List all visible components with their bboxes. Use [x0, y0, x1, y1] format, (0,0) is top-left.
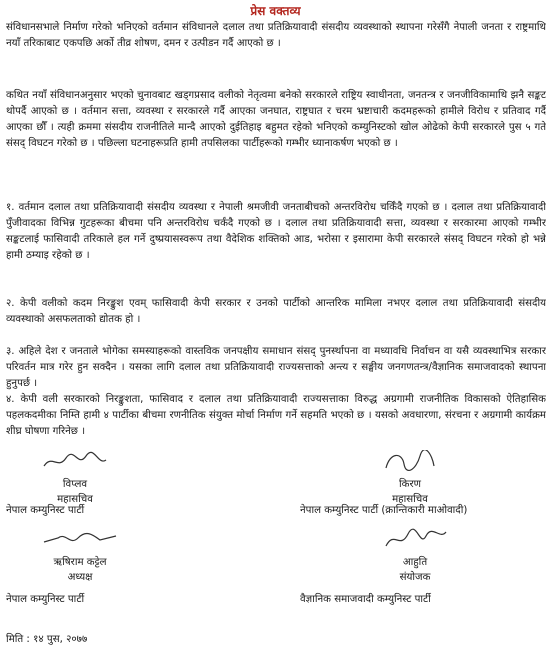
document-title: प्रेस वक्तव्य — [250, 4, 301, 18]
point-3-paragraph: ३. अहिले देश र जनताले भोगेका समस्याहरूको वास्तविक जनपक्षीय समाधान संसद् पुनर्स्थापना वा मध्यावधि निर्वाचन वा यसै व्यवस्थाभित्र सरकार परिवर्तन मात्र गरेर हुन सक्दैन । यसका लागि दलाल तथा प्रतिक्रियावादी राज्यसत्ताको अन्त्य र सङ्घीय जनगणतन्त्र/वैज्ञानिक समाजवादको स्थापना हुनुपर्छ । — [6, 346, 546, 389]
point-4-paragraph: ४. केपी वली सरकारको निरङ्कुशता, फासिवाद र दलाल तथा प्रतिक्रियावादी राज्यसत्ताका विरुद्ध अग्रगामी राजनीतिक विकासको ऐतिहासिक पहलकदमीका निम्ति हामी ४ पार्टीका बीचमा रणनीतिक संयुक्त मोर्चा निर्माण गर्ने सहमति भएको छ । यसको अवधारणा, संरचना र अग्रगामी कार्यक्रम शीघ्र घोषणा गरिनेछ । — [6, 394, 546, 437]
signatory-party: नेपाल कम्युनिस्ट पार्टी — [6, 505, 85, 516]
signatory-party: नेपाल कम्युनिस्ट पार्टी — [6, 594, 85, 605]
signatory-name: किरण — [399, 479, 421, 490]
signature-scribble-3 — [40, 528, 120, 550]
point-1-paragraph: १. वर्तमान दलाल तथा प्रतिक्रियावादी संसदीय व्यवस्था र नेपाली श्रमजीवी जनताबीचको अन्तरविरोध चर्किँदै गएको छ । दलाल तथा प्रतिक्रियावादी पुँजीवादका विभिन्न गुटहरूका बीचमा पनि अन्तरविरोध चर्कंदै गएको छ । दलाल तथा प्रतिक्रियावादी सत्ता, व्यवस्था र सरकारमा आएको गम्भीर सङ्कटलाई फासिवादी तरिकाले हल गर्ने दुष्प्रयासस्वरूप तथा वैदेशिक शक्तिको आड, भरोसा र इसारामा केपी सरकारले संसद् विघटन गरेको हो भन्ने हामी ठम्याइ रहेको छ । — [6, 202, 546, 261]
context-paragraph: कथित नयाँ संविधानअनुसार भएको चुनावबाट खड्गप्रसाद वलीको नेतृत्वमा बनेको सरकारले राष्ट्रिय स्वाधीनता, जनतन्त्र र जनजीविकामाथि झनै सङ्कट थोपर्दै आएको छ । वर्तमान सत्ता, व्यवस्था र सरकारले गर्दै आएका जनघात, राष्ट्रघात र चरम भ्रष्टाचारी कदमहरूको हामीले विरोध र प्रतिवाद गर्दै आएका छौँ । त्यही क्रममा संसदीय राजनीतिले मान्दै आएको दुईतिहाइ बहुमत रहेको भनिएको कम्युनिस्टको खोल ओढेको केपी सरकारले पुस ५ गते संसद् विघटन गरेको छ । पछिल्ला घटनाहरूप्रति हामी तपसिलका पार्टीहरूको गम्भीर ध्यानाकर्षण भएको छ । — [6, 90, 546, 149]
signatory-3 — [20, 528, 140, 585]
signatory-position: संयोजक — [399, 572, 431, 583]
signatory-2 — [340, 450, 480, 507]
signatory-position: अध्यक्ष — [67, 572, 93, 583]
signatory-name: विप्लव — [62, 479, 88, 490]
signature-scribble-2 — [380, 450, 440, 472]
signature-scribble-4 — [380, 528, 450, 550]
signatory-party: वैज्ञानिक समाजवादी कम्युनिस्ट पार्टी — [300, 594, 431, 605]
point-2-paragraph: २. केपी वलीको कदम निरङ्कुश एवम् फासिवादी केपी सरकार र उनको पार्टीको आन्तरिक मामिला नभएर दलाल तथा प्रतिक्रियावादी संसदीय व्यवस्थाको असफलताको द्योतक हो । — [6, 298, 546, 325]
intro-paragraph: संविधानसभाले निर्माण गरेको भनिएको वर्तमान संविधानले दलाल तथा प्रतिक्रियावादी संसदीय व्यवस्थाको स्थापना गरेसँगै नेपाली जनता र राष्ट्रमाथि नयाँ तरिकाबाट एकपछि अर्को तीव्र शोषण, दमन र उत्पीडन गर्दै आएको छ । — [6, 22, 546, 49]
signatory-name: ऋषिराम कट्टेल — [53, 557, 107, 568]
signatory-party: नेपाल कम्युनिस्ट पार्टी (क्रान्तिकारी माओवादी) — [300, 505, 468, 516]
signatory-position: महासचिव — [392, 494, 428, 505]
signatory-4 — [360, 528, 470, 585]
signatory-position: महासचिव — [57, 494, 93, 505]
signatory-name: आहुति — [402, 557, 428, 568]
signatory-1 — [20, 450, 130, 507]
signature-scribble-1 — [40, 450, 110, 472]
statement-date: मिति : १४ पुस, २०७७ — [6, 634, 88, 645]
